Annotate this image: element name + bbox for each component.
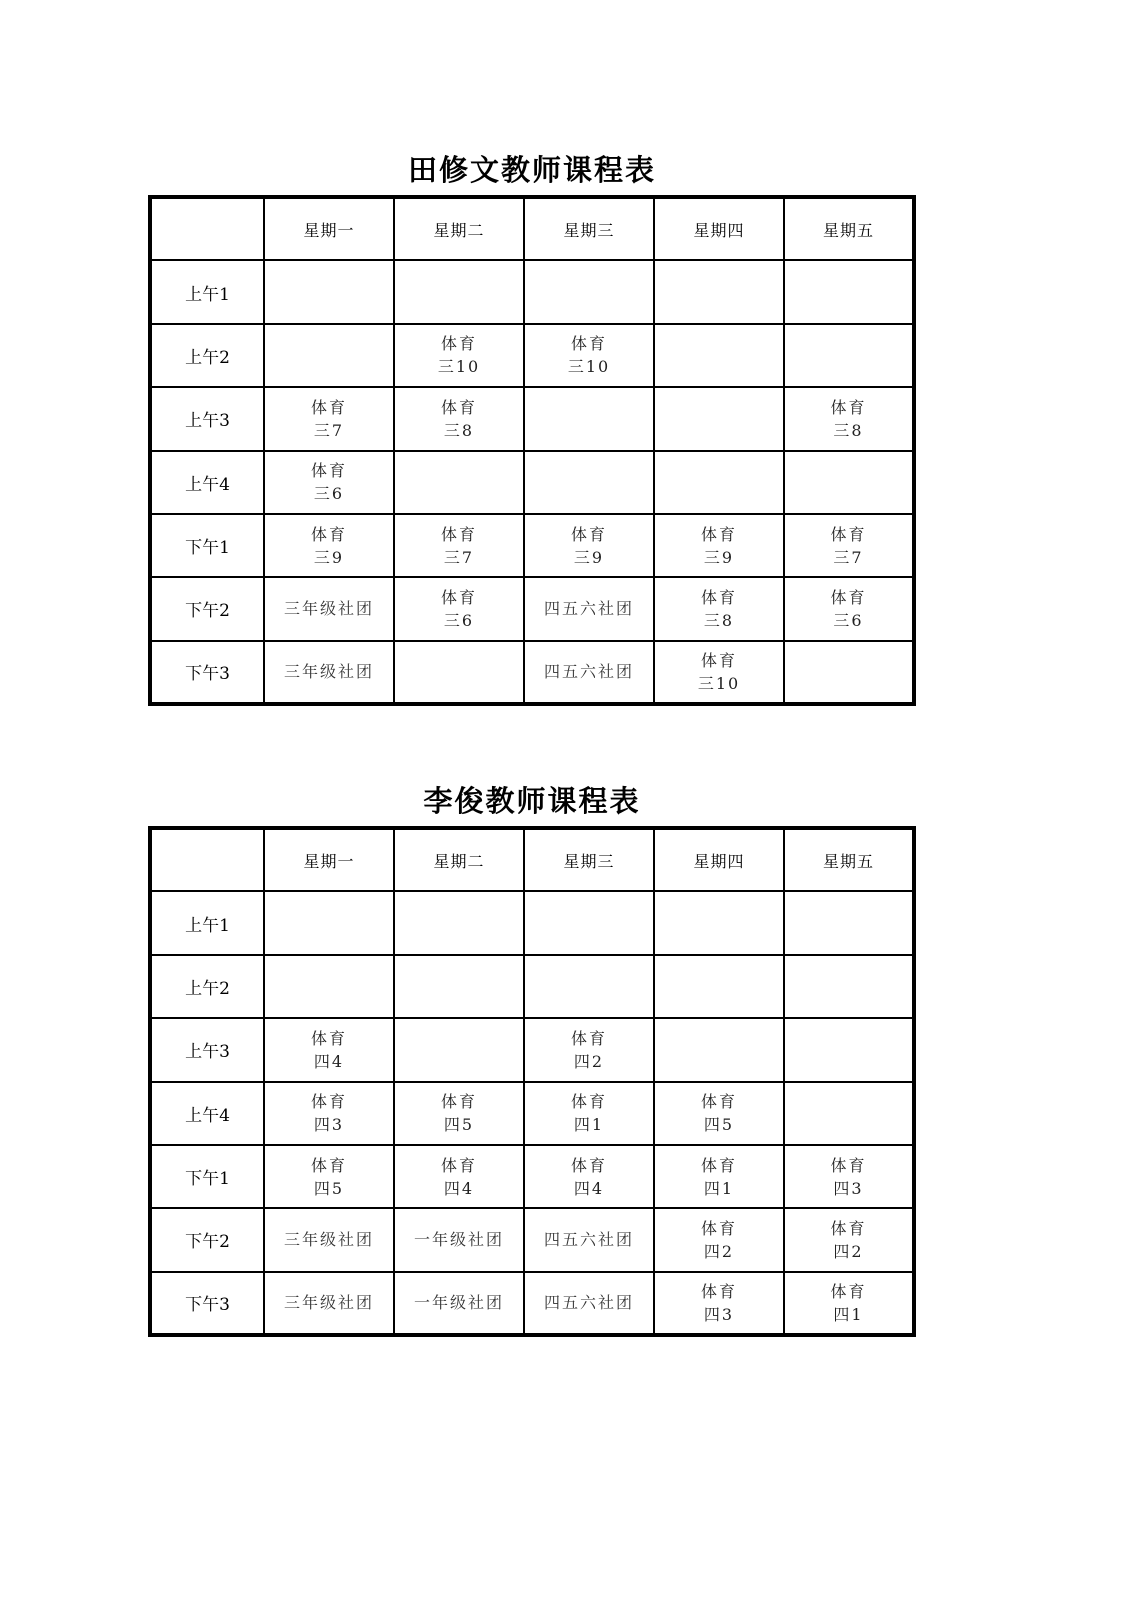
lesson-class: 四5 <box>313 1178 345 1198</box>
lesson-class: 三8 <box>703 610 735 630</box>
lesson-class: 三6 <box>313 484 345 504</box>
lesson-class: 四5 <box>443 1115 475 1135</box>
club-cell <box>264 1208 394 1271</box>
empty-cell <box>784 1018 914 1081</box>
lesson-class: 四4 <box>573 1178 605 1198</box>
empty-cell <box>394 260 524 323</box>
lesson-subject: 体育 <box>310 1092 347 1112</box>
header-row <box>150 197 914 260</box>
lesson-cell <box>784 1272 914 1335</box>
lesson-subject: 体育 <box>440 1092 477 1112</box>
period-label: 上午4 <box>150 1082 264 1145</box>
lesson-subject: 体育 <box>700 1281 737 1301</box>
lesson-subject: 体育 <box>570 1155 607 1175</box>
club-cell <box>394 1208 524 1271</box>
period-row <box>150 1018 914 1081</box>
club-cell <box>524 1272 654 1335</box>
lesson-cell <box>264 387 394 450</box>
period-row <box>150 324 914 387</box>
schedule-title: 李俊教师课程表 <box>423 784 641 818</box>
lesson-cell <box>654 1272 784 1335</box>
period-row <box>150 1082 914 1145</box>
club-label: 四五六社团 <box>543 1293 634 1313</box>
lesson-subject: 体育 <box>700 1092 737 1112</box>
club-label: 四五六社团 <box>543 1230 634 1250</box>
lesson-subject: 体育 <box>440 334 477 354</box>
period-label: 上午4 <box>150 451 264 514</box>
empty-cell <box>264 260 394 323</box>
empty-cell <box>524 955 654 1018</box>
lesson-cell <box>654 577 784 640</box>
lesson-cell <box>524 1082 654 1145</box>
empty-cell <box>654 324 784 387</box>
lesson-class: 四1 <box>573 1115 605 1135</box>
lesson-subject: 体育 <box>700 587 737 607</box>
lesson-cell <box>524 1018 654 1081</box>
lesson-cell <box>524 324 654 387</box>
lesson-class: 四4 <box>443 1178 475 1198</box>
lesson-class: 四1 <box>833 1304 864 1324</box>
period-row <box>150 387 914 450</box>
empty-cell <box>654 451 784 514</box>
lesson-cell <box>654 514 784 577</box>
lesson-subject: 体育 <box>570 1092 607 1112</box>
period-row <box>150 1208 914 1271</box>
empty-cell <box>524 891 654 954</box>
lesson-class: 三8 <box>443 420 475 440</box>
period-label: 上午1 <box>150 891 264 954</box>
lesson-class: 三7 <box>313 420 345 440</box>
lesson-cell <box>264 1145 394 1208</box>
club-label: 四五六社团 <box>543 662 634 682</box>
empty-cell <box>784 641 914 704</box>
lesson-class: 四2 <box>573 1051 605 1071</box>
period-row <box>150 577 914 640</box>
lesson-subject: 体育 <box>440 1155 477 1175</box>
period-row <box>150 260 914 323</box>
corner-cell <box>150 197 264 260</box>
period-label: 下午2 <box>150 577 264 640</box>
empty-cell <box>264 891 394 954</box>
header-row <box>150 828 914 891</box>
empty-cell <box>264 955 394 1018</box>
lesson-cell <box>394 1145 524 1208</box>
lesson-subject: 体育 <box>310 524 347 544</box>
period-label: 下午1 <box>150 1145 264 1208</box>
club-cell <box>524 577 654 640</box>
empty-cell <box>264 324 394 387</box>
club-label: 一年级社团 <box>413 1230 504 1250</box>
period-label: 上午2 <box>150 324 264 387</box>
club-cell <box>264 1272 394 1335</box>
day-header: 星期四 <box>654 197 784 260</box>
club-label: 四五六社团 <box>543 599 634 619</box>
empty-cell <box>654 955 784 1018</box>
lesson-class: 三10 <box>437 357 481 377</box>
lesson-subject: 体育 <box>310 1028 347 1048</box>
lesson-class: 三9 <box>573 547 605 567</box>
lesson-subject: 体育 <box>830 524 867 544</box>
lesson-cell <box>654 1208 784 1271</box>
lesson-cell <box>264 451 394 514</box>
lesson-cell <box>654 1145 784 1208</box>
empty-cell <box>394 641 524 704</box>
club-cell <box>394 1272 524 1335</box>
lesson-subject: 体育 <box>830 587 867 607</box>
lesson-subject: 体育 <box>440 397 477 417</box>
empty-cell <box>784 891 914 954</box>
period-row <box>150 1272 914 1335</box>
empty-cell <box>524 451 654 514</box>
lesson-cell <box>784 1208 914 1271</box>
period-row <box>150 955 914 1018</box>
lesson-class: 三7 <box>833 547 864 567</box>
schedule-tian-xiuwen <box>148 145 916 706</box>
period-label: 下午2 <box>150 1208 264 1271</box>
lesson-subject: 体育 <box>570 524 607 544</box>
day-header: 星期五 <box>784 828 914 891</box>
lesson-class: 四1 <box>703 1178 735 1198</box>
timetable <box>148 826 916 1337</box>
lesson-cell <box>524 514 654 577</box>
period-row <box>150 451 914 514</box>
lesson-class: 三8 <box>833 420 864 440</box>
lesson-subject: 体育 <box>440 587 477 607</box>
empty-cell <box>654 387 784 450</box>
lesson-class: 四2 <box>833 1241 864 1261</box>
lesson-class: 四5 <box>703 1115 735 1135</box>
period-label: 上午3 <box>150 1018 264 1081</box>
empty-cell <box>784 955 914 1018</box>
lesson-subject: 体育 <box>700 1218 737 1238</box>
club-label: 三年级社团 <box>283 1293 374 1313</box>
empty-cell <box>654 260 784 323</box>
period-row <box>150 891 914 954</box>
lesson-cell <box>264 514 394 577</box>
lesson-cell <box>784 514 914 577</box>
lesson-subject: 体育 <box>310 461 347 481</box>
lesson-cell <box>654 641 784 704</box>
lesson-cell <box>394 1082 524 1145</box>
period-label: 下午3 <box>150 1272 264 1335</box>
empty-cell <box>524 387 654 450</box>
period-label: 上午3 <box>150 387 264 450</box>
empty-cell <box>394 955 524 1018</box>
lesson-cell <box>394 514 524 577</box>
club-label: 三年级社团 <box>283 599 374 619</box>
lesson-subject: 体育 <box>700 1155 737 1175</box>
period-row <box>150 514 914 577</box>
empty-cell <box>784 324 914 387</box>
lesson-subject: 体育 <box>700 650 737 670</box>
day-header: 星期五 <box>784 197 914 260</box>
lesson-class: 三10 <box>697 673 741 693</box>
lesson-class: 四3 <box>703 1304 735 1324</box>
period-row <box>150 641 914 704</box>
empty-cell <box>394 451 524 514</box>
day-header: 星期四 <box>654 828 784 891</box>
empty-cell <box>394 1018 524 1081</box>
empty-cell <box>654 891 784 954</box>
lesson-cell <box>264 1018 394 1081</box>
day-header: 星期三 <box>524 828 654 891</box>
lesson-cell <box>784 577 914 640</box>
lesson-subject: 体育 <box>570 334 607 354</box>
empty-cell <box>524 260 654 323</box>
lesson-class: 三10 <box>567 357 611 377</box>
club-cell <box>524 1208 654 1271</box>
lesson-class: 三9 <box>313 547 345 567</box>
lesson-class: 三9 <box>703 547 735 567</box>
day-header: 星期一 <box>264 197 394 260</box>
schedule-li-jun <box>148 776 916 1337</box>
day-header: 星期二 <box>394 828 524 891</box>
lesson-subject: 体育 <box>830 1281 867 1301</box>
lesson-class: 四4 <box>313 1051 345 1071</box>
lesson-class: 三7 <box>443 547 475 567</box>
period-label: 上午2 <box>150 955 264 1018</box>
lesson-cell <box>394 577 524 640</box>
lesson-subject: 体育 <box>830 397 867 417</box>
club-cell <box>524 641 654 704</box>
day-header: 星期一 <box>264 828 394 891</box>
schedule-title: 田修文教师课程表 <box>407 153 656 187</box>
lesson-class: 三6 <box>833 610 864 630</box>
lesson-subject: 体育 <box>830 1155 867 1175</box>
period-label: 下午1 <box>150 514 264 577</box>
lesson-cell <box>654 1082 784 1145</box>
lesson-subject: 体育 <box>310 1155 347 1175</box>
lesson-subject: 体育 <box>570 1028 607 1048</box>
period-row <box>150 1145 914 1208</box>
empty-cell <box>394 891 524 954</box>
lesson-subject: 体育 <box>440 524 477 544</box>
lesson-subject: 体育 <box>310 397 347 417</box>
empty-cell <box>784 260 914 323</box>
club-label: 三年级社团 <box>283 1230 374 1250</box>
lesson-class: 三6 <box>443 610 475 630</box>
lesson-subject: 体育 <box>700 524 737 544</box>
period-label: 上午1 <box>150 260 264 323</box>
lesson-subject: 体育 <box>830 1218 867 1238</box>
lesson-cell <box>394 387 524 450</box>
lesson-cell <box>264 1082 394 1145</box>
lesson-class: 四3 <box>833 1178 864 1198</box>
day-header: 星期三 <box>524 197 654 260</box>
lesson-class: 四3 <box>313 1115 345 1135</box>
empty-cell <box>654 1018 784 1081</box>
lesson-cell <box>784 1145 914 1208</box>
lesson-cell <box>524 1145 654 1208</box>
period-label: 下午3 <box>150 641 264 704</box>
club-label: 一年级社团 <box>413 1293 504 1313</box>
club-cell <box>264 577 394 640</box>
empty-cell <box>784 1082 914 1145</box>
empty-cell <box>784 451 914 514</box>
lesson-cell <box>394 324 524 387</box>
day-header: 星期二 <box>394 197 524 260</box>
lesson-class: 四2 <box>703 1241 735 1261</box>
club-label: 三年级社团 <box>283 662 374 682</box>
corner-cell <box>150 828 264 891</box>
lesson-cell <box>784 387 914 450</box>
timetable <box>148 195 916 706</box>
club-cell <box>264 641 394 704</box>
